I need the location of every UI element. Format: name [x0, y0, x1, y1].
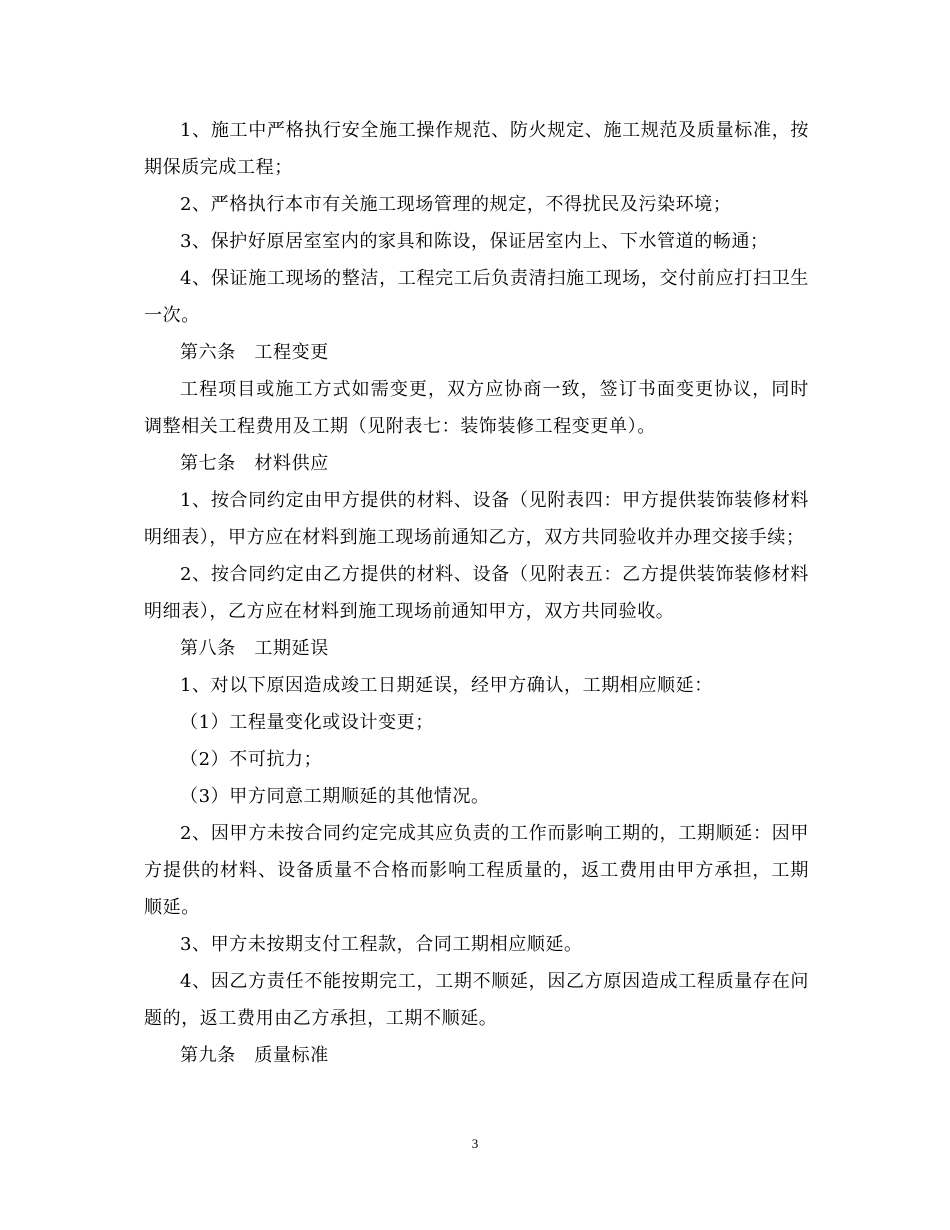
article-8-item-3: （3）甲方同意工期顺延的其他情况。 — [180, 786, 490, 807]
article-8-clause-4: 4、因乙方责任不能按期完工，工期不顺延，因乙方原因造成工程质量存在问题的，返工费用由乙方承担，工期不顺延。 — [144, 971, 809, 1029]
document-body — [144, 112, 809, 1074]
paragraph-clause-1: 1、施工中严格执行安全施工操作规范、防火规定、施工规范及质量标准，按期保质完成工程； — [144, 120, 809, 178]
article-8-item-1: （1）工程量变化或设计变更； — [180, 712, 434, 733]
article-8-clause-1: 1、对以下原因造成竣工日期延误，经甲方确认，工期相应顺延： — [180, 675, 713, 696]
article-6-body: 工程项目或施工方式如需变更，双方应协商一致，签订书面变更协议，同时调整相关工程费用及工期（见附表七：装饰装修工程变更单）。 — [144, 379, 809, 437]
article-7-clause-1: 1、按合同约定由甲方提供的材料、设备（见附表四：甲方提供装饰装修材料明细表），甲方应在材料到施工现场前通知乙方，双方共同验收并办理交接手续； — [144, 490, 809, 548]
paragraph-clause-2: 2、严格执行本市有关施工现场管理的规定，不得扰民及污染环境； — [180, 194, 732, 215]
page-number: 3 — [471, 1136, 479, 1151]
article-8-item-2: （2）不可抗力； — [180, 749, 323, 770]
article-8-clause-2: 2、因甲方未按合同约定完成其应负责的工作而影响工期的，工期顺延：因甲方提供的材料、设备质量不合格而影响工程质量的，返工费用由甲方承担，工期顺延。 — [144, 823, 809, 918]
article-9-heading: 第九条 质量标准 — [180, 1045, 329, 1066]
article-8-clause-3: 3、甲方未按期支付工程款，合同工期相应顺延。 — [180, 934, 583, 955]
article-7-heading: 第七条 材料供应 — [180, 453, 329, 474]
article-8-heading: 第八条 工期延误 — [180, 638, 329, 659]
article-6-heading: 第六条 工程变更 — [180, 342, 329, 363]
article-7-clause-2: 2、按合同约定由乙方提供的材料、设备（见附表五：乙方提供装饰装修材料明细表），乙方应在材料到施工现场前通知甲方，双方共同验收。 — [144, 564, 809, 622]
paragraph-clause-4: 4、保证施工现场的整洁，工程完工后负责清扫施工现场，交付前应打扫卫生一次。 — [144, 268, 809, 326]
paragraph-clause-3: 3、保护好原居室室内的家具和陈设，保证居室内上、下水管道的畅通； — [180, 231, 769, 252]
